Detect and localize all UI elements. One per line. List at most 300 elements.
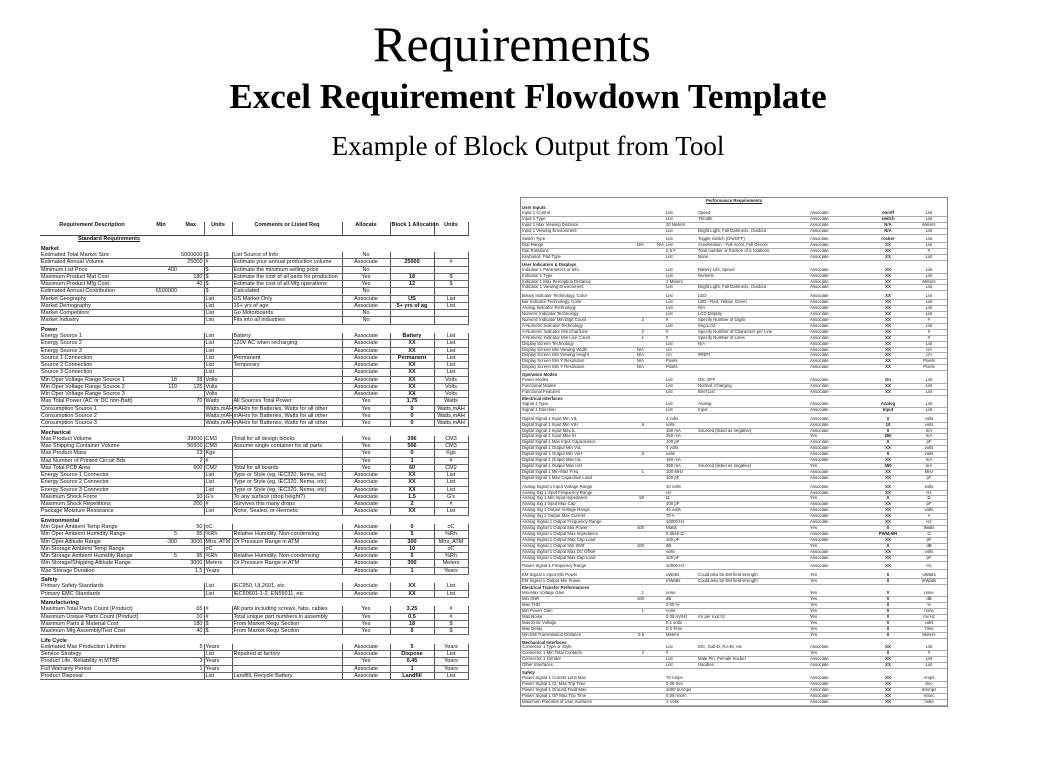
table-cell <box>144 340 178 347</box>
table-cell <box>144 436 178 443</box>
table-cell: Estimated Annual Volume <box>40 259 144 266</box>
table-cell: Estimate the minimum selling price <box>232 266 342 273</box>
table-cell: cm <box>665 353 697 359</box>
table-cell: Associate <box>342 340 390 347</box>
table-cell: Watts <box>204 398 232 405</box>
table-cell: 56600 <box>178 443 204 450</box>
table-cell: 0 <box>865 615 911 621</box>
table-cell: Associate <box>809 699 865 705</box>
table-cell: none <box>665 591 697 596</box>
table-cell: 0.1 volts <box>665 621 697 627</box>
section-title: Safety <box>522 669 535 675</box>
left-header-cell: Max <box>178 222 204 235</box>
table-cell: 0 <box>865 573 911 578</box>
table-cell <box>144 567 178 574</box>
table-cell: List <box>665 273 697 279</box>
table-cell: XX <box>390 486 434 493</box>
table-cell: Yes <box>809 627 865 633</box>
table-cell: 0 <box>865 578 911 584</box>
table-cell: Connector 1 Min Total Contacts <box>521 651 625 657</box>
table-cell: Connector 1 Type or Style <box>521 645 625 650</box>
table-cell: 0 <box>865 603 911 609</box>
table-cell <box>178 590 204 597</box>
table-cell: Associate <box>809 228 865 234</box>
table-cell: Numeric <box>697 273 809 279</box>
table-cell: 0.5 <box>390 613 434 620</box>
table-cell: 70 A <box>665 514 697 520</box>
table-cell: List <box>434 651 468 658</box>
table-cell: Associate <box>809 470 865 476</box>
table-cell: on/off <box>865 211 911 216</box>
table-cell: Yes <box>342 658 390 665</box>
table-cell: To any surface (drop height?) <box>232 493 342 500</box>
table-cell: List <box>665 383 697 389</box>
table-row <box>40 295 468 302</box>
table-row <box>40 524 468 531</box>
table-cell: # <box>434 501 468 508</box>
table-cell: Hz <box>911 520 947 526</box>
table-cell: 0 <box>865 633 911 639</box>
table-cell: # <box>911 335 947 341</box>
table-cell: N/A <box>625 359 645 365</box>
table-cell: XX <box>865 243 911 249</box>
table-row <box>40 398 468 405</box>
table-cell <box>178 302 204 309</box>
table-cell: 180 <box>178 273 204 280</box>
table-cell: Yes <box>342 405 390 412</box>
table-cell <box>144 302 178 309</box>
table-cell: MHz <box>911 470 947 476</box>
table-cell: 1 Volts <box>665 699 697 705</box>
table-cell: volts <box>911 550 947 556</box>
table-cell: Primary EMC Standards <box>40 590 144 597</box>
table-cell <box>144 347 178 354</box>
table-row <box>40 464 468 471</box>
table-cell: Associate <box>342 672 390 679</box>
table-cell: Yes <box>342 398 390 405</box>
table-cell: 180 <box>178 620 204 627</box>
table-row <box>40 501 468 508</box>
table-cell: XX <box>865 693 911 699</box>
table-cell: Associate <box>809 353 865 359</box>
table-cell: Volts <box>204 383 232 390</box>
table-cell: Years <box>434 665 468 672</box>
table-cell <box>144 524 178 531</box>
table-cell: Yes <box>809 578 865 584</box>
table-cell: Could also be EM field strength <box>697 578 809 584</box>
table-cell: Associate <box>809 556 865 562</box>
table-cell: Meters <box>911 633 947 639</box>
table-cell: 5 <box>144 553 178 560</box>
table-cell: Total for all boards <box>232 464 342 471</box>
table-cell: Associate <box>342 383 390 390</box>
table-cell: US Market Only <box>232 295 342 302</box>
table-cell: Numeric Indicator Technology <box>521 311 625 317</box>
table-cell: List Source of Info <box>232 252 342 259</box>
table-row <box>40 259 468 266</box>
table-cell: Numeric Indicator Min Digit Count <box>521 317 625 323</box>
table-cell <box>144 613 178 620</box>
table-cell: Time <box>911 627 947 633</box>
table-cell: Other Interfaces <box>521 663 625 669</box>
table-cell: mA <box>911 464 947 470</box>
table-cell: %Rh <box>434 553 468 560</box>
table-cell: List <box>665 402 697 407</box>
table-cell: pF <box>911 556 947 562</box>
table-cell <box>178 340 204 347</box>
section-title: Manufacturing <box>41 600 79 606</box>
table-cell: Power Signal 1 GF Max Trip Time <box>521 693 625 699</box>
table-cell: Associate <box>809 657 865 663</box>
table-cell: Yes <box>809 434 865 440</box>
table-cell: Volts <box>911 699 947 705</box>
table-cell <box>697 699 809 705</box>
left-header-cell: Block 1 Allocation <box>390 222 434 235</box>
table-cell: List <box>911 285 947 291</box>
table-cell: List <box>665 378 697 383</box>
table-cell: XX <box>865 476 911 482</box>
table-cell: XX <box>390 472 434 479</box>
table-cell: List <box>911 323 947 329</box>
table-cell: Energy Source 2 Connector <box>40 479 144 486</box>
table-cell: XX <box>865 279 911 285</box>
table-cell: Years <box>204 658 232 665</box>
table-cell: Mtrs, ATM <box>434 538 468 545</box>
table-cell: XX <box>865 311 911 317</box>
table-cell: Maximum Parts & Material Cost <box>40 620 144 627</box>
table-cell: XX <box>865 323 911 329</box>
table-cell: A-Numeric Indicator Min Line Count <box>521 335 625 341</box>
table-cell: 40 <box>178 628 204 635</box>
table-cell <box>434 310 468 317</box>
table-cell: List <box>434 347 468 354</box>
table-cell: XX <box>865 699 911 705</box>
table-cell: Analog Indicator Technology <box>521 305 625 311</box>
table-cell: # <box>434 259 468 266</box>
table-cell: CM2 <box>434 464 468 471</box>
table-cell: None, Sealed, or Hermetic <box>232 508 342 515</box>
table-cell <box>178 391 204 398</box>
table-cell: XX <box>865 564 911 569</box>
table-cell: 100 <box>625 544 645 550</box>
table-cell: List <box>204 672 232 679</box>
table-cell <box>178 354 204 361</box>
table-cell: IEC60601-1-2, EN55011, etc <box>232 590 342 597</box>
table-row <box>40 531 468 538</box>
table-cell: Associate <box>809 335 865 341</box>
table-cell: Signal 1 Direction <box>521 408 625 414</box>
table-cell: none <box>665 609 697 615</box>
table-cell: volts <box>911 485 947 490</box>
table-cell: 2 <box>178 457 204 464</box>
table-cell: XX <box>390 590 434 597</box>
table-cell: Yes <box>809 651 865 657</box>
table-cell: No <box>342 288 390 295</box>
table-cell: volts <box>665 452 697 458</box>
table-cell: Power Signal 1 CL Max Trip Time <box>521 681 625 687</box>
table-cell: N/A <box>697 305 809 311</box>
table-cell: List <box>434 302 468 309</box>
table-cell: Energy Source 2 <box>40 340 144 347</box>
table-cell: volts <box>911 417 947 422</box>
table-cell: G's <box>204 493 232 500</box>
table-row <box>40 508 468 515</box>
table-cell: Associate <box>809 389 865 395</box>
table-cell: 100 <box>625 597 645 603</box>
left-table-header <box>40 222 468 235</box>
table-cell: List <box>434 486 468 493</box>
table-cell: XX <box>865 538 911 544</box>
table-cell: 4 volts <box>665 446 697 452</box>
table-row <box>40 644 468 651</box>
table-row <box>40 420 468 427</box>
table-cell: Associate <box>809 305 865 311</box>
table-cell: LED <box>697 294 809 299</box>
table-cell: %Rh <box>204 553 232 560</box>
table-cell: Associate <box>342 362 390 369</box>
table-cell: 0 <box>865 417 911 422</box>
table-cell: Associate <box>809 402 865 407</box>
table-cell: List <box>665 408 697 414</box>
table-cell: 50 <box>178 524 204 531</box>
table-cell: Display Screen Min Viewing Width <box>521 347 625 353</box>
table-cell: dB <box>665 597 697 603</box>
table-cell <box>232 567 342 574</box>
table-cell: XX <box>865 347 911 353</box>
table-cell: XX <box>865 687 911 693</box>
table-cell: List <box>204 479 232 486</box>
table-cell: Analog <box>865 402 911 407</box>
table-cell: 5000000 <box>178 252 204 259</box>
table-row <box>40 376 468 383</box>
table-cell: Power Signal 1 Ground Fault Max <box>521 687 625 693</box>
table-cell <box>144 651 178 658</box>
table-cell <box>144 405 178 412</box>
table-cell: Battery Life, Speed <box>697 268 809 273</box>
table-cell <box>144 583 178 590</box>
table-cell: Associate <box>342 583 390 590</box>
table-cell: Estimated Annual Contribution <box>40 288 144 295</box>
table-cell: From Market Requ Section <box>232 620 342 627</box>
table-cell: A <box>911 514 947 520</box>
table-cell: Analog <box>697 402 809 407</box>
table-cell: N/A <box>865 228 911 234</box>
table-cell: Yes <box>342 436 390 443</box>
table-row <box>40 553 468 560</box>
table-cell: Volts <box>434 391 468 398</box>
table-cell: XX <box>390 508 434 515</box>
table-cell: 0.05 Sec <box>665 681 697 687</box>
table-cell: 0.05 mSec <box>665 693 697 699</box>
table-cell: Associate <box>342 347 390 354</box>
table-row <box>40 545 468 552</box>
table-cell <box>232 658 342 665</box>
table-cell: # <box>204 606 232 613</box>
table-cell: 1 <box>390 457 434 464</box>
table-cell: Fits into all industries <box>232 317 342 324</box>
table-cell: Service Strategy <box>40 651 144 658</box>
table-cell: Watts <box>911 526 947 532</box>
table-cell: Specify Number of Lines <box>697 335 809 341</box>
table-cell: 1 <box>625 591 645 596</box>
table-cell: Temporary <box>232 362 342 369</box>
section-title: Operation Modes <box>522 371 558 377</box>
table-cell <box>144 457 178 464</box>
table-row <box>40 672 468 679</box>
table-cell: List <box>911 402 947 407</box>
table-cell: 150 mA <box>665 428 697 434</box>
performance-requirements-title: Performance Requirements <box>705 197 763 203</box>
table-row <box>40 288 468 295</box>
table-cell <box>144 545 178 552</box>
table-cell: List <box>665 657 697 663</box>
table-row <box>40 317 468 324</box>
table-cell: Min Storage/Shipping Altitude Range <box>40 560 144 567</box>
table-cell: 0 <box>390 450 434 457</box>
table-cell: XX <box>865 645 911 650</box>
table-cell: volts <box>665 422 697 428</box>
table-cell: Display Screen Min Y Resolution <box>521 365 625 371</box>
table-cell: cm <box>665 347 697 353</box>
table-cell: Yes <box>342 628 390 635</box>
table-cell: 120V AC when recharging <box>232 340 342 347</box>
table-cell <box>144 273 178 280</box>
table-cell: Calculated <box>232 288 342 295</box>
table-cell: CM3 <box>434 436 468 443</box>
table-cell: dB <box>911 544 947 550</box>
table-cell: $ <box>434 620 468 627</box>
table-cell: 0 <box>865 597 911 603</box>
table-cell: Seg LCD <box>697 323 809 329</box>
table-cell: Ω <box>911 532 947 538</box>
table-cell: List <box>204 583 232 590</box>
section-title: Electrical Interfaces <box>522 396 563 402</box>
table-row <box>40 391 468 398</box>
table-cell: Total unique part numbers in assembly <box>232 613 342 620</box>
table-cell: List <box>911 663 947 669</box>
table-row <box>40 583 468 590</box>
table-cell: Associate <box>809 681 865 687</box>
table-cell: Power Modes <box>521 378 625 383</box>
table-cell: XX <box>865 299 911 305</box>
table-cell: List <box>665 255 697 261</box>
table-row <box>40 665 468 672</box>
section-title: Mechanical <box>41 429 71 436</box>
table-cell: Analog Signal 1 Output Max Impedance <box>521 532 625 538</box>
table-cell: Landfill <box>390 672 434 679</box>
table-cell: Meters <box>911 279 947 285</box>
table-cell: mAmps <box>911 687 947 693</box>
table-cell: Digital Signal 1 Input Max IH <box>521 434 625 440</box>
table-cell: Estimated Max Production Lifetime <box>40 644 144 651</box>
table-cell: Associate <box>809 268 865 273</box>
table-cell: Associate <box>809 211 865 216</box>
table-cell: XX <box>390 362 434 369</box>
table-cell: Analog Signal 1 Output Max DC Offset <box>521 550 625 556</box>
table-cell: 10 <box>390 545 434 552</box>
table-cell: Associate <box>809 532 865 538</box>
table-cell: 10000 Hz <box>665 520 697 526</box>
table-cell: 40 <box>178 281 204 288</box>
table-cell: $ <box>204 628 232 635</box>
table-cell: dB <box>665 544 697 550</box>
table-row <box>40 567 468 574</box>
table-cell: 0.3616 Ω <box>665 532 697 538</box>
table-cell: List <box>204 508 232 515</box>
table-cell <box>625 699 645 705</box>
table-cell: Associate <box>809 294 865 299</box>
table-cell: 10 <box>865 422 911 428</box>
table-cell <box>434 317 468 324</box>
table-cell: List <box>911 255 947 261</box>
table-cell: List <box>911 383 947 389</box>
table-cell <box>645 699 665 705</box>
table-cell: Associate <box>809 408 865 414</box>
table-row <box>40 479 468 486</box>
table-cell: List <box>204 651 232 658</box>
table-cell: Input 1 Type <box>521 216 625 222</box>
table-cell: Input <box>865 408 911 414</box>
table-cell: volts <box>665 550 697 556</box>
table-cell: Type or Style (eg, IEC320, Nema, etc) <box>232 472 342 479</box>
table-row <box>40 658 468 665</box>
table-cell: CM3 <box>204 443 232 450</box>
table-cell: Go Motorboards <box>232 310 342 317</box>
table-cell: Associate <box>342 472 390 479</box>
table-cell: List <box>434 590 468 597</box>
table-cell: Type or Style (eg, IEC320, Nema, etc) <box>232 486 342 493</box>
table-row <box>40 443 468 450</box>
table-cell: 1000 mAmps <box>665 687 697 693</box>
table-cell <box>178 583 204 590</box>
table-cell: Yes <box>809 544 865 550</box>
table-cell: Minimum List Price <box>40 266 144 273</box>
table-cell: Analog Signal 1 Input Voltage Range <box>521 485 625 490</box>
table-cell: Input 1 Control <box>521 211 625 216</box>
table-cell: XX <box>865 681 911 687</box>
table-cell <box>144 391 178 398</box>
table-cell: Brief List <box>697 389 809 395</box>
table-cell <box>232 644 342 651</box>
table-cell: oC <box>434 545 468 552</box>
table-cell: Maximum Shock Force <box>40 493 144 500</box>
table-cell: List <box>204 317 232 324</box>
table-row <box>40 383 468 390</box>
table-cell: N/A <box>645 243 665 249</box>
table-cell: 6500000 <box>144 288 178 295</box>
table-cell: 0 <box>865 591 911 596</box>
table-cell: Or Pressure Range in ATM <box>232 538 342 545</box>
table-cell <box>144 486 178 493</box>
table-row <box>40 620 468 627</box>
table-cell: 0 <box>865 440 911 446</box>
table-cell: # <box>911 329 947 335</box>
table-cell: Could also be EM field strength <box>697 573 809 578</box>
table-cell: Energy Source 1 <box>40 333 144 340</box>
left-header-cell: Allocate <box>342 222 390 235</box>
section-heading <box>521 371 947 378</box>
table-cell: A-Numeric Indicator Min Char/Line <box>521 329 625 335</box>
table-cell: Max Total PCB Area <box>40 464 144 471</box>
table-cell: XX <box>865 389 911 395</box>
table-cell: $ <box>434 628 468 635</box>
table-cell <box>178 672 204 679</box>
table-cell: Primary Safety Standards <box>40 583 144 590</box>
table-cell: 5 <box>390 644 434 651</box>
table-cell: Associate <box>809 440 865 446</box>
table-cell: Speed <box>697 211 809 216</box>
table-cell <box>232 665 342 672</box>
